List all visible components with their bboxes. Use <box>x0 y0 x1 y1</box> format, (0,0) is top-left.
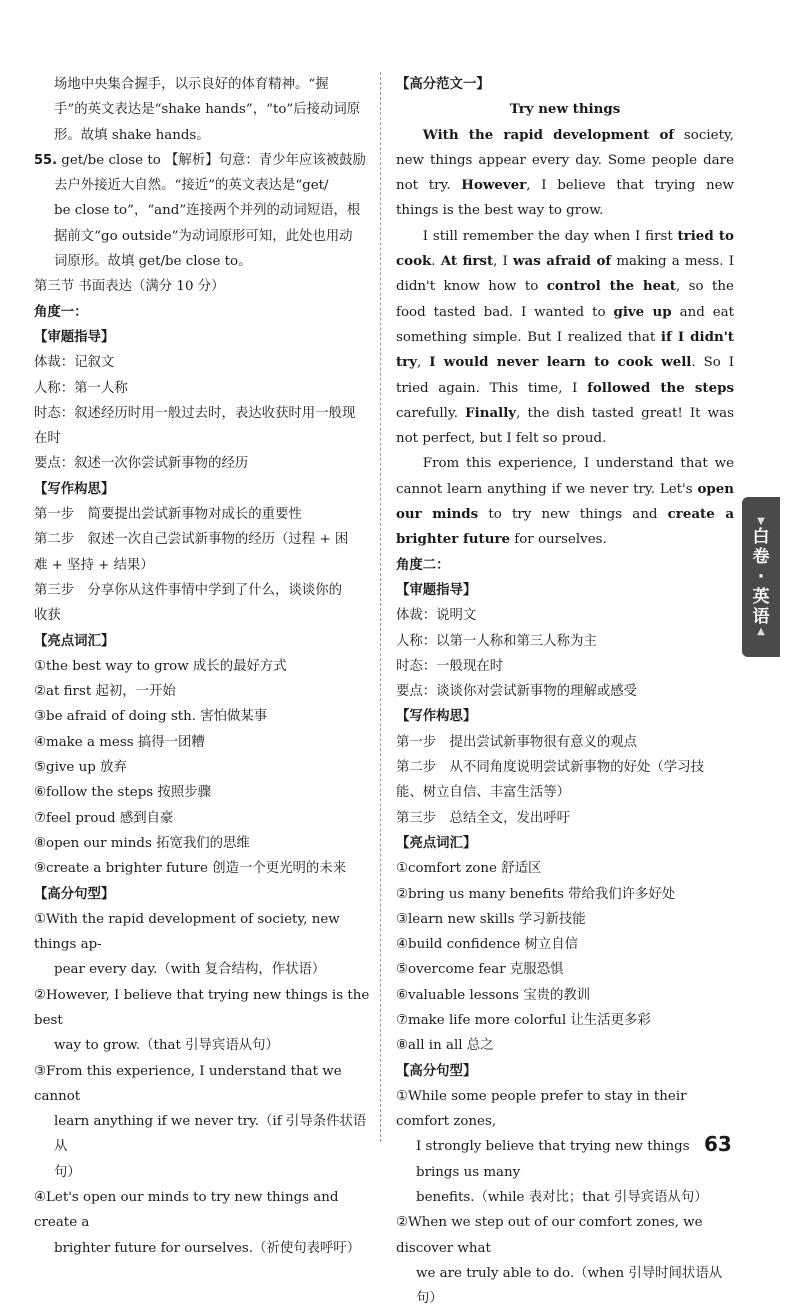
genre-line: 体裁：说明文 <box>396 608 477 624</box>
essay-text: , the dish tasted great! It was not perfect, but I felt so proud. <box>396 405 734 447</box>
essay-text: , so the food tasted bad. I wanted to <box>396 279 734 320</box>
idea-heading: 【写作构思】 <box>396 708 477 725</box>
model-essay-heading: 【高分范文一】 <box>396 76 490 92</box>
vocab-heading: 【亮点词汇】 <box>396 834 477 851</box>
step-three-line2: 收获 <box>34 608 61 624</box>
essay-text: . <box>431 254 441 270</box>
step-three: 第三步 总结全文，发出呼吁 <box>396 810 571 826</box>
essay-text: , <box>417 355 430 371</box>
step-two-line2: 难 + 坚持 + 结果） <box>34 557 154 573</box>
right-column <box>396 72 734 1312</box>
sentence-two-line1: ②However, I believe that trying new things is the best <box>34 987 370 1028</box>
sentence-heading: 【高分句型】 <box>396 1062 477 1079</box>
sentence-one-line1: ①While some people prefer to stay in their comfort zones, <box>396 1088 687 1130</box>
essay-text: society, new things appear every day. Some people dare not try. <box>396 127 734 194</box>
essay-highlight: was afraid of <box>513 253 612 270</box>
sentence-four-line2: brighter future for ourselves.（祈使句表呼吁） <box>54 1240 361 1256</box>
essay-paragraph-3 <box>396 451 734 552</box>
essay-title: Try new things <box>509 101 621 118</box>
sentence-two-line2: we are truly able to do.（when 引导时间状语从句） <box>416 1265 723 1307</box>
essay-text: From this experience, I understand that we cannot learn anything if we never try. Let's <box>396 456 734 497</box>
answer-55-line4: 据前文“go outside”为动词原形可知，此处也用动 <box>54 228 353 244</box>
tab-char: · <box>757 567 765 587</box>
vocab-item: ⑨create a brighter future 创造一个更光明的未来 <box>34 861 347 877</box>
sentence-four-line1: ④Let's open our minds to try new things and create a <box>34 1190 339 1231</box>
step-two-line1: 第二步 叙述一次自己尝试新事物的经历（过程 + 困 <box>34 532 349 548</box>
vocab-item: ①the best way to grow 成长的最好方式 <box>34 658 287 674</box>
answer-54-continued-line1: 场地中央集合握手，以示良好的体育精神。“握 <box>54 77 329 92</box>
sentence-three-line2: learn anything if we never try.（if 引导条件状语从 <box>54 1114 367 1155</box>
essay-highlight: tried to cook <box>396 227 734 270</box>
tab-char: 英 <box>752 587 770 607</box>
sentence-heading: 【高分句型】 <box>34 885 115 902</box>
sentence-one-line2: pear every day.（with 复合结构，作状语） <box>54 962 326 978</box>
vocab-item: ⑤overcome fear 克服恐惧 <box>396 962 564 978</box>
essay-text: . So I tried again. This time, I <box>396 355 735 396</box>
sentence-one-line1: ①With the rapid development of society, new things ap- <box>34 911 340 953</box>
essay-text: making a mess. I didn't know how to <box>396 254 734 295</box>
essay-highlight: control the heat <box>546 278 676 295</box>
person-line: 人称：以第一人称和第三人称为主 <box>396 633 597 649</box>
essay-highlight: Finally <box>465 404 517 421</box>
answer-55-line1: get/be close to 【解析】句意：青少年应该被鼓励 <box>61 152 366 168</box>
vocab-item: ⑧all in all 总之 <box>396 1038 494 1054</box>
genre-line: 体裁：记叙文 <box>34 355 115 371</box>
tense-line2: 在时 <box>34 431 61 447</box>
left-column <box>34 72 370 1261</box>
essay-highlight: followed the steps <box>587 379 734 396</box>
essay-text: to try new things and <box>478 507 668 523</box>
sentence-one-line2: I strongly believe that trying new things brings us many <box>416 1139 690 1180</box>
vocab-heading: 【亮点词汇】 <box>34 632 115 649</box>
essay-text: and eat something simple. But I realized that <box>396 304 734 345</box>
column-divider <box>380 72 381 1142</box>
section-heading: 第三节 书面表达（满分 10 分） <box>34 279 225 295</box>
tab-char: 语 <box>752 607 770 627</box>
step-one: 第一步 简要提出尝试新事物对成长的重要性 <box>34 507 302 523</box>
vocab-item: ⑤give up 放弃 <box>34 760 127 776</box>
tense-line1: 时态：叙述经历时用一般过去时，表达收获时用一般现 <box>34 405 356 421</box>
subject-side-tab <box>742 497 780 657</box>
person-line: 人称：第一人称 <box>34 380 128 396</box>
angle-one-heading: 角度一： <box>34 303 88 320</box>
vocab-item: ⑦make life more colorful 让生活更多彩 <box>396 1012 651 1028</box>
essay-highlight: give up <box>613 303 672 320</box>
essay-text: I still remember the day when I first <box>422 228 678 244</box>
vocab-item: ④build confidence 树立自信 <box>396 937 579 953</box>
essay-paragraph-1 <box>396 123 734 224</box>
sentence-three-line3: 句） <box>54 1164 81 1180</box>
vocab-item: ③learn new skills 学习新技能 <box>396 911 586 927</box>
sentence-three-line1: ③From this experience, I understand that we cannot <box>34 1063 342 1104</box>
vocab-item: ②bring us many benefits 带给我们许多好处 <box>396 886 676 902</box>
answer-55-line3: be close to”，“and”连接两个并列的动词短语，根 <box>54 203 361 219</box>
tab-char: 卷 <box>752 547 770 567</box>
vocab-item: ③be afraid of doing sth. 害怕做某事 <box>34 709 268 725</box>
essay-highlight: create a brighter future <box>396 506 734 548</box>
keypoint-line: 要点：谈谈你对尝试新事物的理解或感受 <box>396 684 638 700</box>
sentence-one-line3: benefits.（while 表对比；that 引导宾语从句） <box>416 1190 708 1206</box>
step-two-line1: 第二步 从不同角度说明尝试新事物的好处（学习技 <box>396 760 704 776</box>
vocab-item: ②at first 起初，一开始 <box>34 684 176 700</box>
essay-text: , I believe that trying new things is the best way to grow. <box>396 178 735 219</box>
vocab-item: ⑦feel proud 感到自豪 <box>34 810 174 826</box>
tense-line: 时态：一般现在时 <box>396 658 504 674</box>
question-number: 55. <box>34 152 58 168</box>
essay-highlight: With the rapid development of <box>422 126 675 143</box>
vocab-item: ①comfort zone 舒适区 <box>396 861 542 877</box>
essay-highlight: I would never learn to cook well <box>429 354 692 371</box>
keypoint-line: 要点：叙述一次你尝试新事物的经历 <box>34 456 249 472</box>
answer-54-continued-line2: 手”的英文表达是“shake hands”，“to”后接动词原 <box>54 102 361 118</box>
essay-text: for ourselves. <box>510 532 607 548</box>
vocab-item: ⑥follow the steps 按照步骤 <box>34 785 211 801</box>
answer-54-continued-line3: 形。故填 shake hands。 <box>54 127 210 143</box>
answer-55-line2: 去户外接近大自然。“接近”的英文表达是“get/ <box>54 178 329 194</box>
chevron-up-icon: ▲ <box>757 626 765 637</box>
vocab-item: ⑧open our minds 拓宽我们的思维 <box>34 835 250 851</box>
essay-highlight: However <box>461 177 527 194</box>
page-number: 63 <box>704 1132 732 1156</box>
tab-char: 白 <box>752 527 770 547</box>
essay-highlight: open our minds <box>396 480 734 523</box>
answer-55 <box>34 148 370 274</box>
sentence-two-line2: way to grow.（that 引导宾语从句） <box>54 1038 279 1054</box>
step-two-line2: 能、树立自信、丰富生活等） <box>396 785 571 801</box>
essay-highlight: At first <box>440 253 494 270</box>
vocab-item: ④make a mess 搞得一团糟 <box>34 734 205 750</box>
idea-heading: 【写作构思】 <box>34 480 115 497</box>
step-three-line1: 第三步 分享你从这件事情中学到了什么，谈谈你的 <box>34 582 342 598</box>
essay-text: carefully. <box>396 405 466 421</box>
sentence-two-line1: ②When we step out of our comfort zones, we discover what <box>396 1215 703 1256</box>
guide-heading: 【审题指导】 <box>396 581 477 598</box>
chevron-down-icon: ▼ <box>757 516 765 527</box>
step-one: 第一步 提出尝试新事物很有意义的观点 <box>396 734 638 750</box>
essay-paragraph-2 <box>396 224 734 452</box>
essay-text: , I <box>493 254 513 270</box>
guide-heading: 【审题指导】 <box>34 328 115 345</box>
angle-two-heading: 角度二： <box>396 556 450 573</box>
essay-highlight: if I didn't try <box>396 328 734 371</box>
answer-55-line5: 词原形。故填 get/be close to。 <box>54 254 252 270</box>
vocab-item: ⑥valuable lessons 宝贵的教训 <box>396 987 591 1003</box>
